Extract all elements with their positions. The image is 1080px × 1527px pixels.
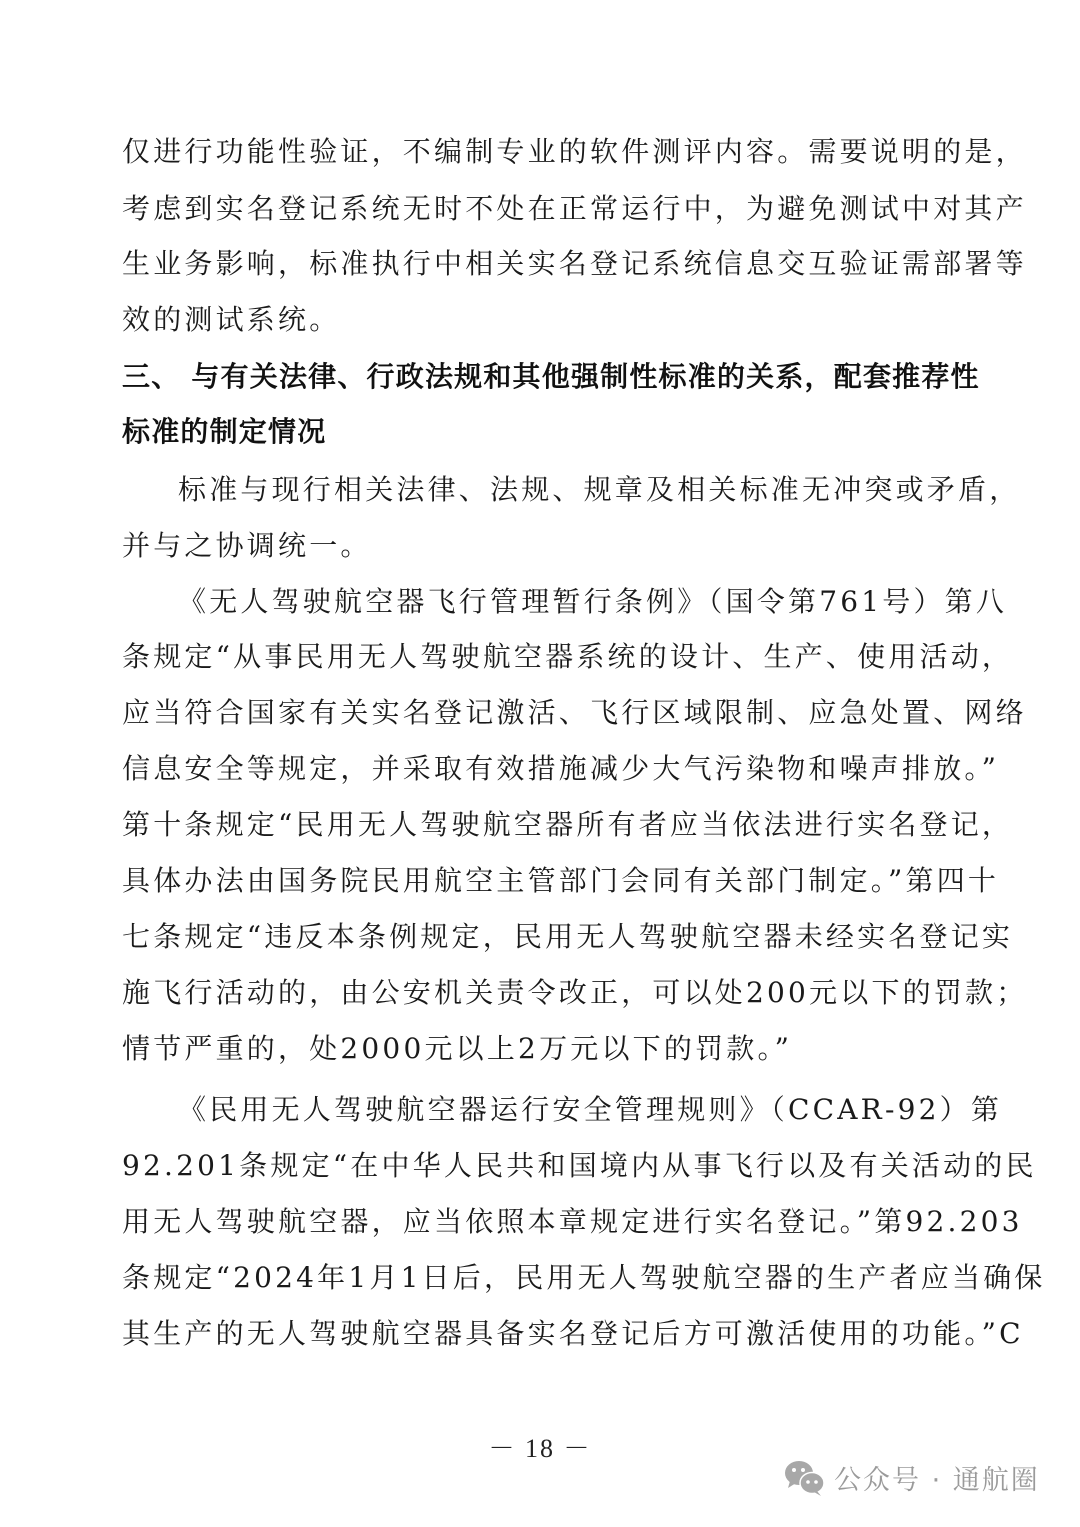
body-line: 标准与现行相关法律、法规、规章及相关标准无冲突或矛盾， <box>178 473 1021 506</box>
body-line: 效的测试系统。 <box>122 303 341 336</box>
body-line: 七条规定“违反本条例规定，民用无人驾驶航空器未经实名登记实 <box>122 920 1014 953</box>
watermark <box>784 1458 1040 1497</box>
body-line: 施飞行活动的，由公安机关责令改正，可以处200元以下的罚款； <box>122 976 1028 1009</box>
body-line: 92.201条规定“在中华人民共和国境内从事飞行以及有关活动的民 <box>122 1149 1037 1182</box>
body-line: 情节严重的，处2000元以上2万元以下的罚款。” <box>122 1032 793 1065</box>
body-line: 仅进行功能性验证，不编制专业的软件测评内容。需要说明的是， <box>122 135 1027 168</box>
body-line: 生业务影响，标准执行中相关实名登记系统信息交互验证需部署等 <box>122 247 1027 280</box>
section-heading: 三、 与有关法律、行政法规和其他强制性标准的关系，配套推荐性 <box>122 360 980 393</box>
body-line: 《民用无人驾驶航空器运行安全管理规则》（CCAR-92）第 <box>178 1093 1003 1126</box>
wechat-icon <box>784 1459 826 1497</box>
body-line: 具体办法由国务院民用航空主管部门会同有关部门制定。”第四十 <box>122 864 1000 897</box>
body-line: 其生产的无人驾驶航空器具备实名登记后方可激活使用的功能。”C <box>122 1317 1024 1350</box>
page-number: － 18 － <box>488 1434 592 1463</box>
body-line: 《无人驾驶航空器飞行管理暂行条例》（国令第761号）第八 <box>178 585 1008 618</box>
body-line: 信息安全等规定，并采取有效措施减少大气污染物和噪声排放。” <box>122 752 1000 785</box>
body-line: 考虑到实名登记系统无时不处在正常运行中，为避免测试中对其产 <box>122 192 1027 225</box>
body-line: 条规定“2024年1月1日后，民用无人驾驶航空器的生产者应当确保 <box>122 1261 1046 1294</box>
body-line: 第十条规定“民用无人驾驶航空器所有者应当依法进行实名登记， <box>122 808 1014 841</box>
section-heading: 标准的制定情况 <box>122 415 327 448</box>
watermark-text: 公众号 · 通航圈 <box>834 1465 1040 1496</box>
body-line: 条规定“从事民用无人驾驶航空器系统的设计、生产、使用活动， <box>122 640 1014 673</box>
body-line: 并与之协调统一。 <box>122 529 372 562</box>
body-line: 用无人驾驶航空器，应当依照本章规定进行实名登记。”第92.203 <box>122 1205 1023 1238</box>
body-line: 应当符合国家有关实名登记激活、飞行区域限制、应急处置、网络 <box>122 696 1027 729</box>
